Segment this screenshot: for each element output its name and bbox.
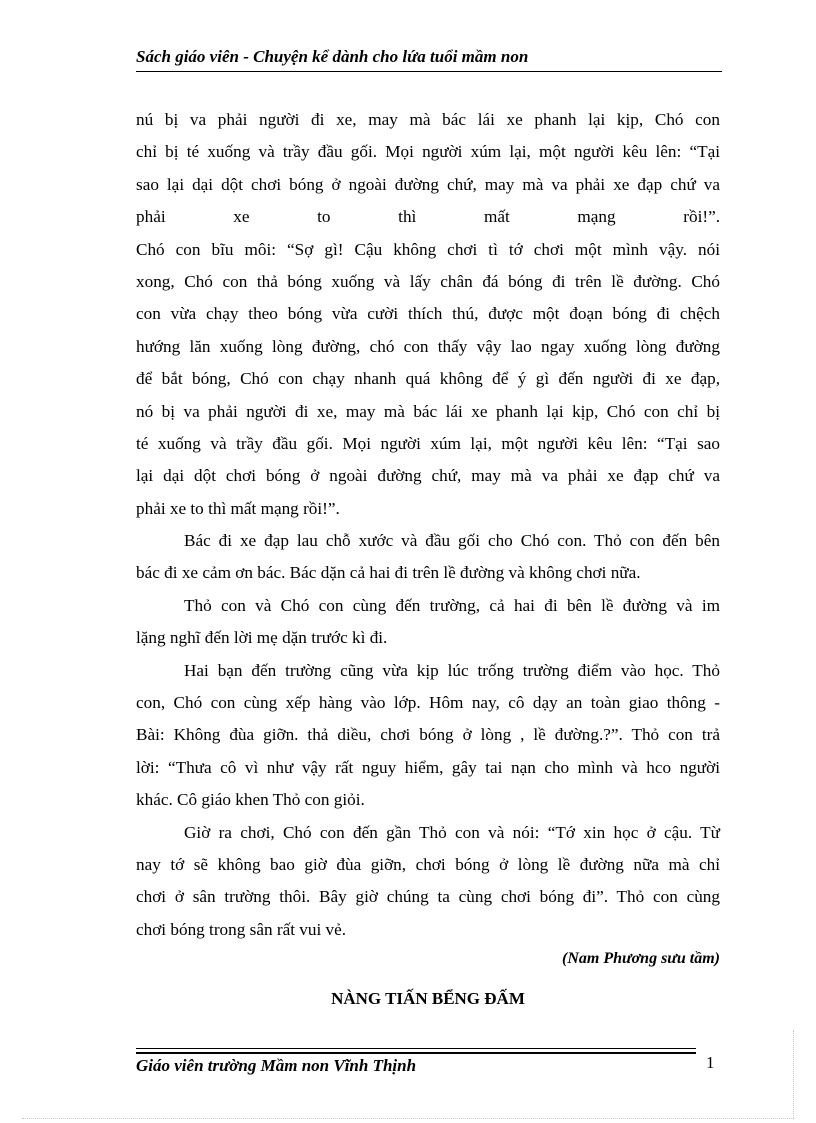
text-line: con vừa chạy theo bóng vừa cười thích thú, được một đoạn bóng đi chệch <box>136 304 720 324</box>
text-line: Thỏ con và Chó con cùng đến trường, cả hai đi bên lề đường và im <box>184 595 720 615</box>
text-line: lặng nghĩ đến lời mẹ dặn trước kì đi. <box>136 628 388 648</box>
footer-text: Giáo viên trường Mầm non Vĩnh Thịnh <box>136 1056 417 1075</box>
text-line: chơi ở sân trường thôi. Bây giờ chúng ta cùng chơi bóng đi”. Thỏ con cùng <box>136 887 720 907</box>
text-line: Bài: Không đùa giỡn. thả diều, chơi bóng ở lòng , lề đường.?”. Thỏ con trả <box>136 725 720 745</box>
text-line: chỉ bị té xuống và trầy đầu gối. Mọi người xúm lại, một người kêu lên: “Tại <box>136 142 720 162</box>
source-attribution: (Nam Phương sưu tầm) <box>562 950 720 967</box>
text-line: con, Chó con cùng xếp hàng vào lớp. Hôm nay, cô dạy an toàn giao thông - <box>136 693 720 713</box>
header-divider <box>136 71 722 72</box>
footer-divider-thick <box>136 1052 696 1054</box>
text-line: phải xe to thì mất mạng rồi!”. <box>136 498 340 518</box>
story-body <box>136 104 720 946</box>
text-line: lại dại dột chơi bóng ở ngoài đường chứ, may mà va phải xe đạp chứ va <box>136 466 720 486</box>
page-border-bottom <box>22 1118 794 1119</box>
text-line: Chó con bĩu môi: “Sợ gì! Cậu không chơi tì tớ chơi một mình vậy. nói <box>136 239 720 259</box>
text-line: nú bị va phải người đi xe, may mà bác lái xe phanh lại kịp, Chó con <box>136 110 720 129</box>
text-line: phải xe to thì mất mạng rồi!”. <box>136 207 720 227</box>
next-story-title: NÀNG TIẤN BỂNG ĐẤM <box>331 989 525 1008</box>
text-line: Hai bạn đến trường cũng vừa kịp lúc trống trường điểm vào học. Thỏ <box>184 660 720 680</box>
text-line: bác đi xe cảm ơn bác. Bác dặn cả hai đi trên lề đường và không chơi nữa. <box>136 563 641 583</box>
footer-divider-thin <box>136 1048 696 1049</box>
text-line: lời: “Thưa cô vì như vậy rất nguy hiểm, gây tai nạn cho mình và hco người <box>136 757 720 777</box>
header-title: Sách giáo viên - Chuyện kể dành cho lứa tuổi mầm non <box>136 47 529 66</box>
text-line: Giờ ra chơi, Chó con đến gần Thỏ con và nói: “Tớ xin học ở cậu. Từ <box>184 822 720 842</box>
text-line: sao lại dại dột chơi bóng ở ngoài đường chứ, may mà va phải xe đạp chứ va <box>136 174 720 194</box>
page-number: 1 <box>706 1053 715 1072</box>
text-line: khác. Cô giáo khen Thỏ con giỏi. <box>136 790 365 810</box>
page-border-right <box>793 1030 794 1118</box>
text-line: để bắt bóng, Chó con chạy nhanh quá không để ý gì đến người đi xe đạp, <box>136 369 720 389</box>
text-line: hướng lăn xuống lòng đường, chó con thấy vậy lao ngay xuống lòng đường <box>136 336 720 356</box>
text-line: té xuống và trầy đầu gối. Mọi người xúm lại, một người kêu lên: “Tại sao <box>136 433 720 453</box>
text-line: nay tớ sẽ không bao giờ đùa giỡn, chơi bóng ở lòng lề đường nữa mà chỉ <box>136 854 720 874</box>
text-line: nó bị va phải người đi xe, may mà bác lái xe phanh lại kịp, Chó con chỉ bị <box>136 401 720 421</box>
text-line: xong, Chó con thả bóng xuống và lấy chân đá bóng đi trên lề đường. Chó <box>136 271 720 291</box>
text-line: chơi bóng trong sân rất vui vẻ. <box>136 919 347 939</box>
text-line: Bác đi xe đạp lau chỗ xước và đầu gối cho Chó con. Thỏ con đến bên <box>184 531 720 551</box>
